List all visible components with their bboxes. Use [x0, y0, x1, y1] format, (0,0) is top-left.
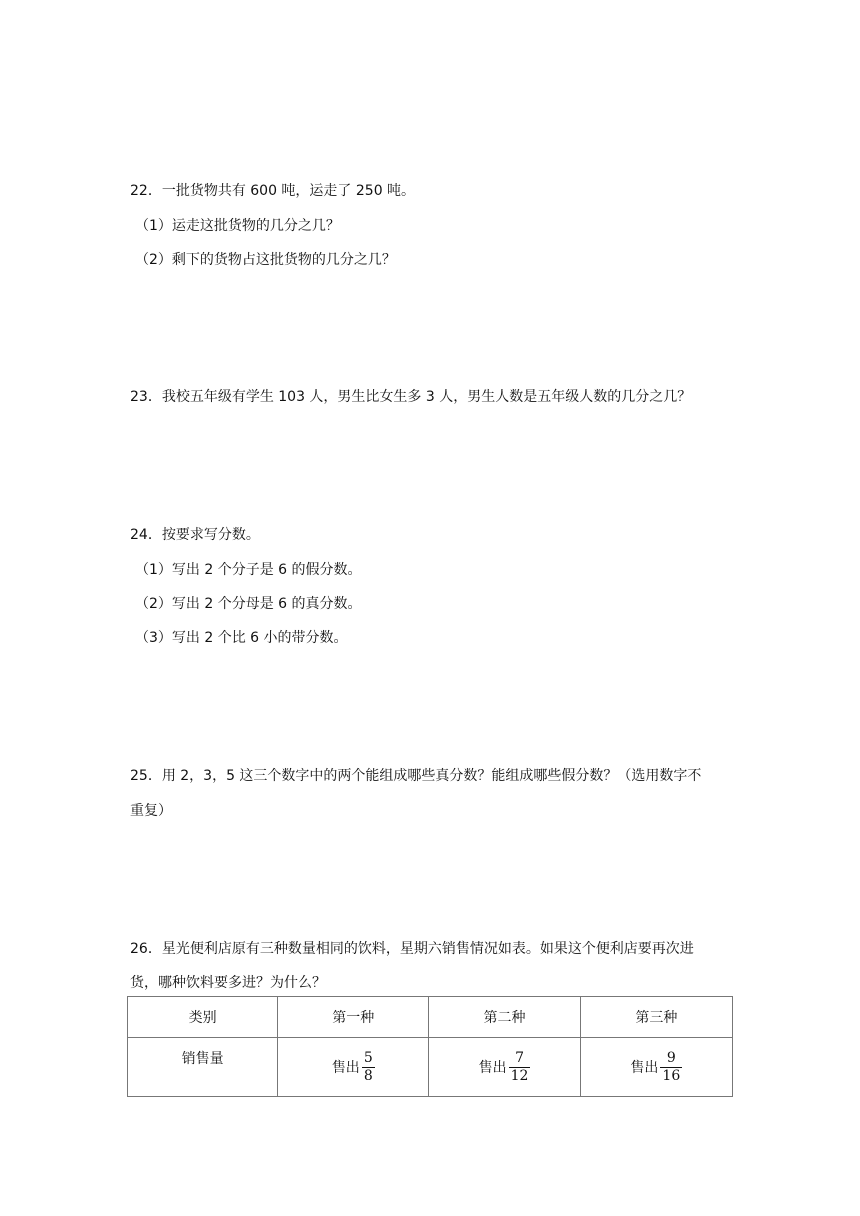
- q24-part2: （2）写出 2 个分母是 6 的真分数。: [135, 596, 362, 612]
- fraction: [509, 1051, 531, 1083]
- cell-third: [580, 1038, 732, 1097]
- sold-prefix: 售出: [478, 1060, 507, 1076]
- q22-part1: （1）运走这批货物的几分之几？: [135, 218, 340, 234]
- q22-stem: 22．一批货物共有 600 吨，运走了 250 吨。: [130, 183, 416, 199]
- row-label: 销售量: [128, 1038, 278, 1097]
- table-row: [128, 1038, 733, 1097]
- q24-part1: （1）写出 2 个分子是 6 的假分数。: [135, 562, 362, 578]
- denominator: 12: [510, 1067, 529, 1084]
- fraction: [660, 1051, 682, 1083]
- denominator: 8: [363, 1067, 373, 1084]
- sold-prefix: 售出: [630, 1060, 659, 1076]
- cell-second: [429, 1038, 580, 1097]
- q26-line1: 26．星光便利店原有三种数量相同的饮料，星期六销售情况如表。如果这个便利店要再次进: [130, 941, 694, 957]
- sold-prefix: 售出: [331, 1060, 360, 1076]
- q23-stem: 23．我校五年级有学生 103 人，男生比女生多 3 人，男生人数是五年级人数的几分之几？: [130, 389, 692, 405]
- header-third: 第三种: [580, 997, 732, 1038]
- header-first: 第一种: [278, 997, 429, 1038]
- numerator: 7: [515, 1049, 524, 1066]
- header-category: 类别: [128, 997, 278, 1038]
- q25-line2: 重复）: [130, 803, 172, 819]
- header-second: 第二种: [429, 997, 580, 1038]
- q25-line1: 25．用 2，3，5 这三个数字中的两个能组成哪些真分数？能组成哪些假分数？（选用数字不: [130, 768, 702, 784]
- q24-part3: （3）写出 2 个比 6 小的带分数。: [135, 630, 348, 646]
- sales-table: [127, 996, 733, 1097]
- table-header-row: [128, 997, 733, 1038]
- q22-part2: （2）剩下的货物占这批货物的几分之几？: [135, 252, 396, 268]
- numerator: 5: [363, 1049, 373, 1066]
- numerator: 9: [666, 1049, 676, 1066]
- fraction: [362, 1051, 375, 1083]
- cell-first: [278, 1038, 429, 1097]
- q26-line2: 货，哪种饮料要多进？为什么？: [130, 975, 326, 991]
- q24-stem: 24．按要求写分数。: [130, 527, 260, 543]
- denominator: 16: [662, 1067, 681, 1084]
